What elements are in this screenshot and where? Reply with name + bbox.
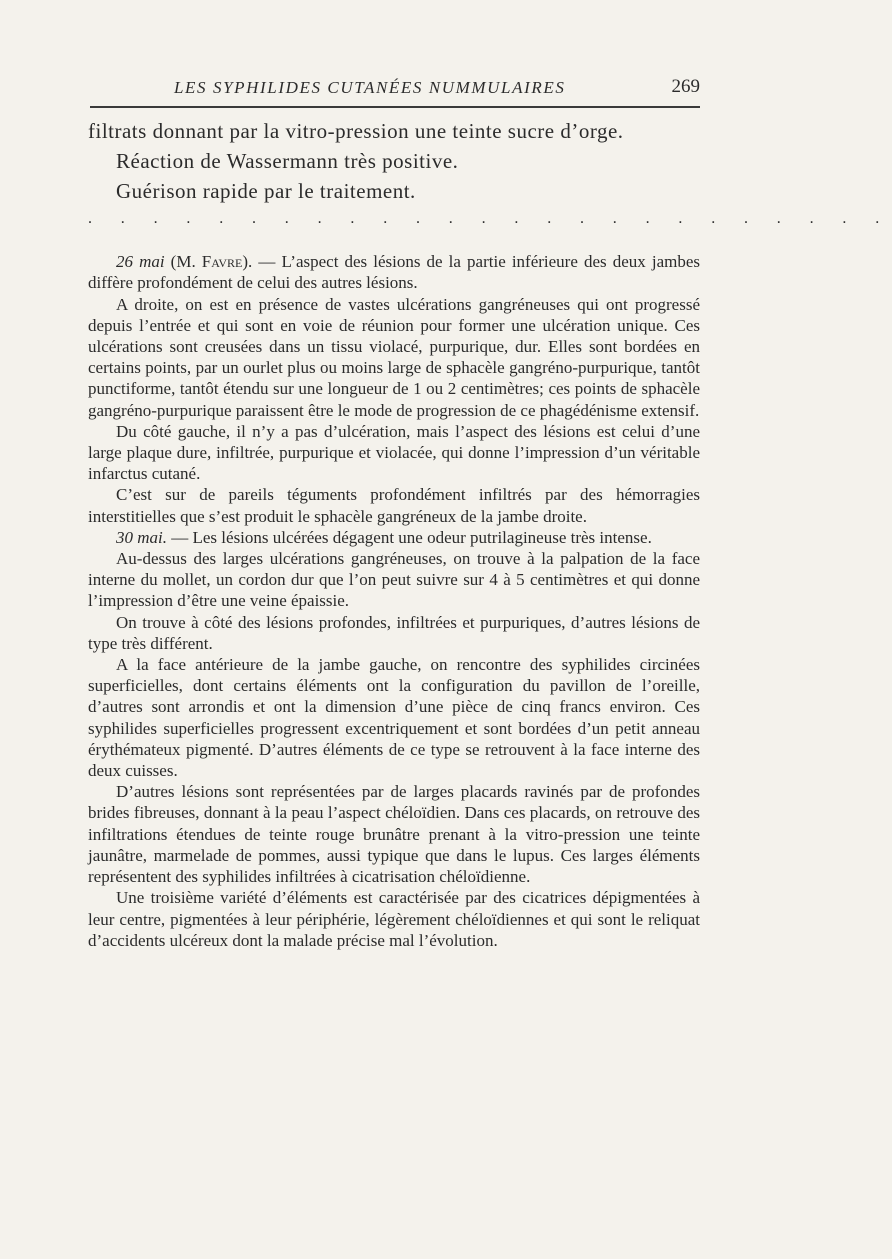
entry-text: ). — L’aspect des lésions de la partie inférieure des deux jambes diffère profondément de celui des autres lésions. xyxy=(88,252,701,293)
entry-date: 30 mai. xyxy=(116,527,167,547)
paragraph: A droite, on est en présence de vastes ulcérations gangréneuses qui ont progressé depuis l’entrée et qui sont en voie de réunion pour former une ulcération unique. Ces ulcérations sont creusées dans un tissu violacé, purpurique, dur. Elles sont bordées en certains points, par un ourlet plus ou moins large de sphacèle gangréno-purpurique, tantôt punctiforme, tantôt étendu sur une longueur de 1 ou 2 centimètres; ces points de sphacèle gangréno-purpurique paraissent être le mode de progression de ce phagédénisme extensif. xyxy=(88,294,700,420)
entry-date: 26 mai xyxy=(116,252,165,272)
dated-entry xyxy=(88,251,700,293)
dated-entry xyxy=(88,527,700,548)
paragraph: D’autres lésions sont représentées par de larges placards ravinés par de profondes brides fibreuses, donnant à la peau l’aspect chéloïdien. Dans ces placards, on retrouve des infiltrations étendues de teinte rouge brunâtre prenant à la vitro-pression une teinte jaunâtre, marmelade de pommes, aussi typique que dans le lupus. Ces larges éléments représentent des syphilides infiltrées à cicatrisation chéloïdienne. xyxy=(88,782,700,887)
paragraph: Une troisième variété d’éléments est caractérisée par des cicatrices dépigmentées à leur centre, pigmentées à leur périphérie, légèrement chéloïdiennes et qui sont le reliquat d’accidents ulcéreux dont la malade précise mal l’évolution. xyxy=(88,888,700,950)
case-continuation xyxy=(88,116,700,206)
paragraph: Réaction de Wassermann très positive. xyxy=(116,149,459,173)
paragraph: A la face antérieure de la jambe gauche, on rencontre des syphilides circinées superficielles, dont certains éléments ont la configuration du pavillon de l’oreille, d’autres sont arrondis et ont la dimension d’une pièce de cinq francs environ. Ces syphilides superficielles progressent excentriquement et sont bordées d’un petit anneau érythémateux pigmenté. D’autres éléments de ce type se retrouvent à la face interne des deux cuisses. xyxy=(88,655,700,781)
page-body xyxy=(88,116,892,951)
page-number: 269 xyxy=(671,76,700,97)
running-header xyxy=(90,72,700,102)
paragraph: Du côté gauche, il n’y a pas d’ulcération, mais l’aspect des lésions est celui d’une large plaque dure, infiltrée, purpurique et violacée, qui donne l’impression d’un véritable infarctus cutané. xyxy=(88,421,700,484)
entry-text: — Les lésions ulcérées dégagent une odeur putrilagineuse très intense. xyxy=(167,527,652,547)
header-rule xyxy=(90,106,700,108)
paragraph: C’est sur de pareils téguments profondément infiltrés par des hémorragies interstitielles que s’est produit le sphacèle gangréneux de la jambe droite. xyxy=(88,485,700,526)
entry-author: Favre xyxy=(201,252,243,272)
paragraph: Au-dessus des larges ulcérations gangréneuses, on trouve à la palpation de la face interne du mollet, un cordon dur que l’on peut suivre sur 4 à 5 centimètres et qui donne l’impression d’être une veine épaissie. xyxy=(88,549,700,611)
paragraph: filtrats donnant par la vitro-pression une teinte sucre d’orge. xyxy=(88,119,624,143)
paragraph: Guérison rapide par le traitement. xyxy=(116,179,416,203)
running-title: LES SYPHILIDES CUTANÉES NUMMULAIRES xyxy=(174,78,566,97)
ellipsis-divider: . . . . . . . . . . . . . . . . . . . . . . . . . xyxy=(88,210,892,227)
paragraph: On trouve à côté des lésions profondes, infiltrées et purpuriques, d’autres lésions de type très différent. xyxy=(88,612,700,653)
entry-text: (M. xyxy=(164,252,202,272)
